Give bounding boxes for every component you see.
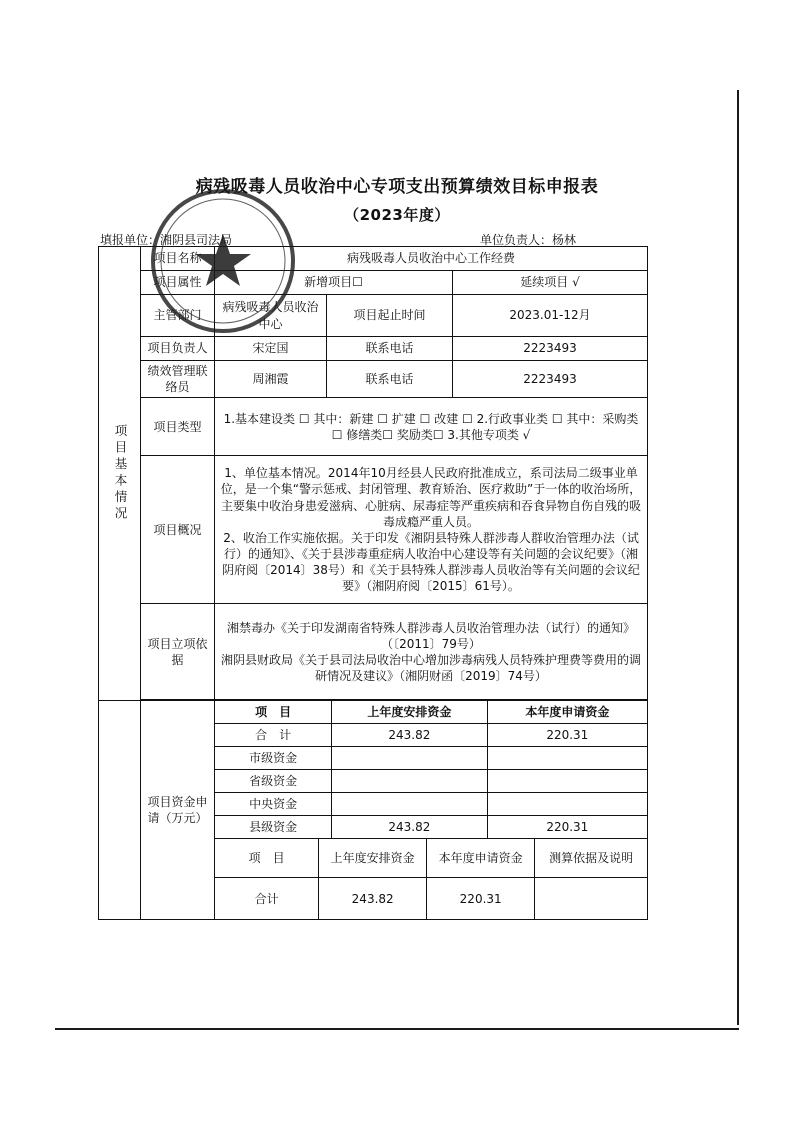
official-seal-stamp [148, 186, 298, 336]
funding-header: 本年度申请资金 [487, 701, 647, 724]
funding-cell [487, 770, 647, 793]
scan-edge-right [737, 90, 739, 1025]
funding-cell [332, 747, 488, 770]
project-name-label: 项目名称 [141, 247, 215, 271]
detail-cell: 220.31 [427, 877, 535, 919]
funding-row [215, 747, 647, 770]
dept-value: 病残吸毒人员收治中心 [215, 295, 327, 337]
project-attr-label: 项目属性 [141, 271, 215, 295]
form-subtitle: （2023年度） [344, 206, 450, 224]
leader-value: 宋定国 [215, 337, 327, 361]
filler-unit: 填报单位：湘阴县司法局 [100, 233, 233, 247]
section-funding-spacer [99, 701, 141, 920]
funding-row [215, 793, 647, 816]
funding-header-row [215, 701, 647, 724]
basis-text: 湘禁毒办《关于印发湖南省特殊人群涉毒人员收治管理办法（试行）的通知》（〔2011〕79号） 湘阴县财政局《关于县司法局收治中心增加涉毒病残人员特殊护理费等费用的调研情况及建议》（湘阴财函〔2019〕74号） [215, 604, 648, 700]
detail-header: 本年度申请资金 [427, 839, 535, 877]
type-label: 项目类型 [141, 398, 215, 456]
section-funding-label: 项目资金申请（万元） [141, 701, 215, 920]
attr-new-option: 新增项目☐ [215, 271, 453, 295]
budget-form-table [98, 246, 648, 920]
phone-value: 2223493 [453, 337, 648, 361]
liaison-label: 绩效管理联络员 [141, 361, 215, 398]
funding-cell: 市级资金 [215, 747, 332, 770]
funding-table-cell [215, 701, 648, 839]
funding-cell: 中央资金 [215, 793, 332, 816]
scan-edge-bottom [55, 1028, 739, 1030]
form-title: 病残吸毒人员收治中心专项支出预算绩效目标申报表 [195, 177, 599, 197]
period-value: 2023.01-12月 [453, 295, 648, 337]
detail-cell [535, 877, 647, 919]
funding-cell [332, 770, 488, 793]
detail-header-row [215, 839, 647, 877]
liaison-value: 周湘霞 [215, 361, 327, 398]
funding-header: 项 目 [215, 701, 332, 724]
funding-header: 上年度安排资金 [332, 701, 488, 724]
funding-cell: 220.31 [487, 816, 647, 839]
funding-cell: 省级资金 [215, 770, 332, 793]
leader-label: 项目负责人 [141, 337, 215, 361]
funding-cell: 220.31 [487, 724, 647, 747]
funding-row [215, 724, 647, 747]
funding-cell [332, 793, 488, 816]
funding-cell: 243.82 [332, 724, 488, 747]
unit-leader: 单位负责人：杨林 [480, 233, 577, 247]
overview-label: 项目概况 [141, 456, 215, 604]
period-label: 项目起止时间 [327, 295, 453, 337]
dept-label: 主管部门 [141, 295, 215, 337]
detail-header: 项 目 [215, 839, 319, 877]
detail-cell: 合计 [215, 877, 319, 919]
basis-label: 项目立项依据 [141, 604, 215, 700]
phone-label: 联系电话 [327, 337, 453, 361]
attr-continue-option: 延续项目 √ [453, 271, 648, 295]
type-options: 1.基本建设类 ☐ 其中：新建 ☐ 扩建 ☐ 改建 ☐ 2.行政事业类 ☐ 其中：采购类☐ 修缮类☐ 奖励类☐ 3.其他专项类 √ [215, 398, 648, 456]
detail-table [215, 839, 647, 919]
detail-cell: 243.82 [319, 877, 427, 919]
overview-text: 1、单位基本情况。2014年10月经县人民政府批准成立，系司法局二级事业单位，是一个集“警示惩戒、封闭管理、教育矫治、医疗救助”于一体的收治场所，主要集中收治身患爱滋病、心脏病、尿毒症等严重疾病和吞食异物自伤自残的吸毒成瘾严重人员。 2、收治工作实施依据。关于印发《湘阴县特殊人群涉毒人群收治管理办法（试行）的通知》、《关于县涉毒重症病人收治中心建设等有关问题的会议纪要》（湘阴府阅〔2014〕38号）和《关于县特殊人群涉毒人员收治等有关问题的会议纪要》（湘阴府阅〔2015〕61号）。 [215, 456, 648, 604]
detail-header: 上年度安排资金 [319, 839, 427, 877]
funding-cell [487, 747, 647, 770]
liaison-phone-value: 2223493 [453, 361, 648, 398]
liaison-phone-label: 联系电话 [327, 361, 453, 398]
funding-cell: 县级资金 [215, 816, 332, 839]
funding-cell [487, 793, 647, 816]
detail-table-cell [215, 839, 648, 920]
seal-star-icon [195, 234, 251, 286]
funding-cell: 243.82 [332, 816, 488, 839]
detail-row [215, 877, 647, 919]
funding-row [215, 816, 647, 839]
funding-cell: 合 计 [215, 724, 332, 747]
detail-header: 测算依据及说明 [535, 839, 647, 877]
section-basic-label: 项目基本情况 [99, 247, 141, 701]
funding-row [215, 770, 647, 793]
funding-table [215, 701, 647, 838]
project-name-value: 病残吸毒人员收治中心工作经费 [215, 247, 648, 271]
